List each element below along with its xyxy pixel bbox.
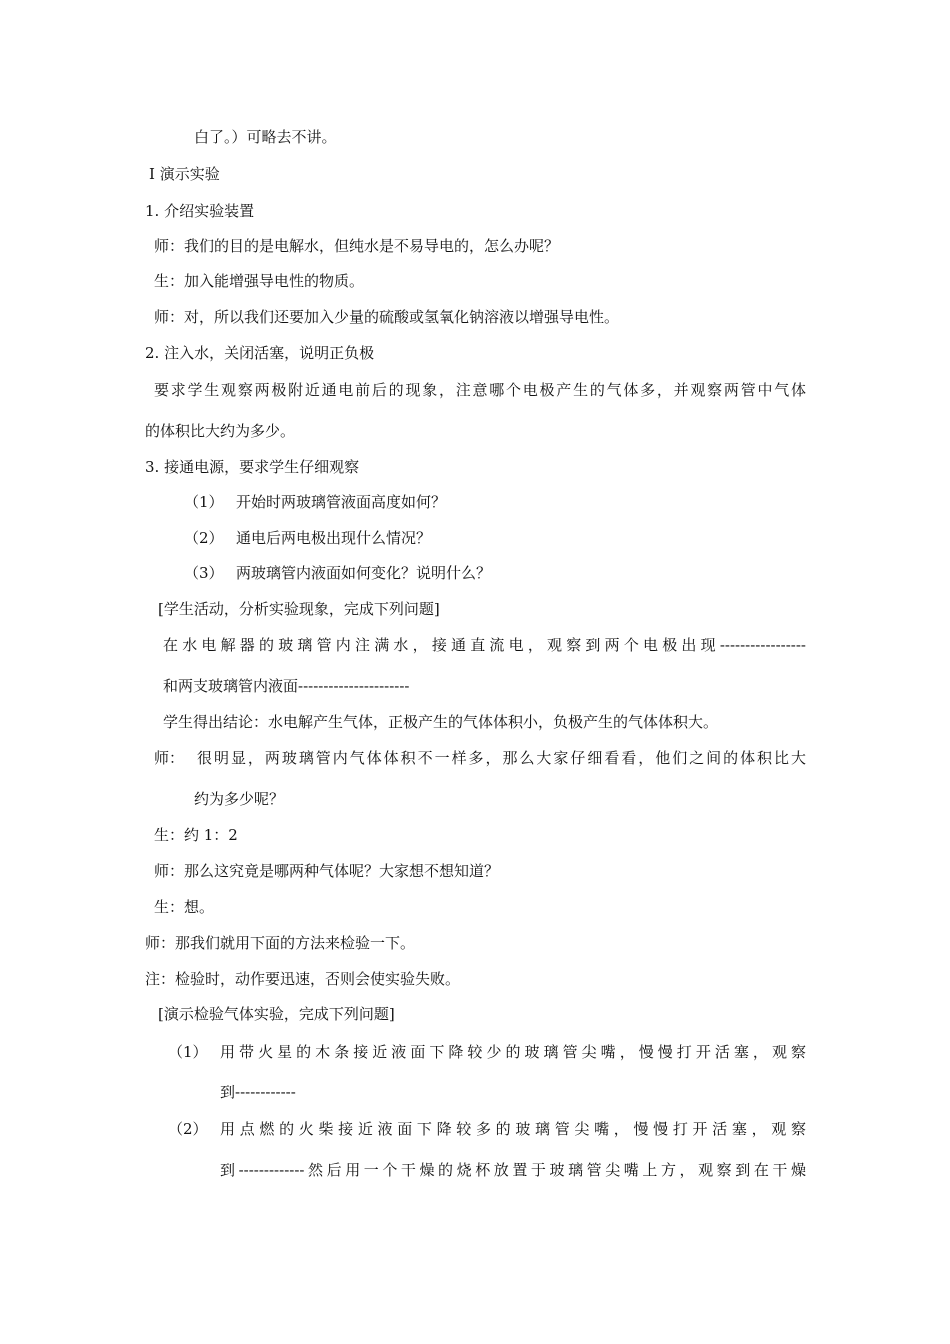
fill-blank-line: 和两支玻璃管内液面---------------------- bbox=[163, 677, 410, 695]
dialogue-line: 师：那我们就用下面的方法来检验一下。 bbox=[145, 934, 416, 952]
step-heading: 1. 介绍实验装置 bbox=[145, 202, 255, 220]
dialogue-line: 生：加入能增强导电性的物质。 bbox=[154, 272, 365, 290]
list-item: 通电后两电极出现什么情况？ bbox=[236, 529, 432, 547]
list-item: 开始时两玻璃管液面高度如何？ bbox=[236, 493, 447, 511]
step-heading: 3. 接通电源，要求学生仔细观察 bbox=[145, 458, 360, 476]
text-line: 的体积比大约为多少。 bbox=[145, 422, 296, 440]
dialogue-line: 生：约 1：2 bbox=[154, 826, 238, 844]
text-line: 要求学生观察两极附近通电前后的现象，注意哪个电极产生的气体多，并观察两管中气体 bbox=[154, 381, 806, 399]
fill-blank-line: 到------------ bbox=[220, 1083, 296, 1101]
fill-blank-line: 到-------------然后用一个干燥的烧杯放置于玻璃管尖嘴上方，观察到在干燥 bbox=[220, 1161, 806, 1179]
list-number: （2） bbox=[184, 529, 224, 547]
text-line: 白了。）可略去不讲。 bbox=[194, 128, 337, 146]
list-number: （1） bbox=[168, 1043, 208, 1061]
fill-blank-line: 在水电解器的玻璃管内注满水，接通直流电，观察到两个电极出现----------------- bbox=[163, 636, 806, 654]
section-heading: Ⅰ 演示实验 bbox=[149, 165, 220, 183]
list-item: 用带火星的木条接近液面下降较少的玻璃管尖嘴，慢慢打开活塞，观察 bbox=[220, 1043, 806, 1061]
dialogue-line: 师：我们的目的是电解水，但纯水是不易导电的，怎么办呢？ bbox=[154, 237, 560, 255]
activity-heading: [学生活动，分析实验现象，完成下列问题] bbox=[158, 600, 440, 618]
list-number: （3） bbox=[184, 564, 224, 582]
activity-heading: [演示检验气体实验，完成下列问题] bbox=[158, 1005, 395, 1023]
list-item: 两玻璃管内液面如何变化？说明什么？ bbox=[236, 564, 492, 582]
list-item: 用点燃的火柴接近液面下降较多的玻璃管尖嘴，慢慢打开活塞，观察 bbox=[220, 1120, 806, 1138]
dialogue-line: 师：那么这究竟是哪两种气体呢？大家想不想知道？ bbox=[154, 862, 500, 880]
dialogue-line: 师：对，所以我们还要加入少量的硫酸或氢氧化钠溶液以增强导电性。 bbox=[154, 308, 620, 326]
dialogue-line: 生：想。 bbox=[154, 898, 215, 916]
list-number: （2） bbox=[168, 1120, 208, 1138]
step-heading: 2. 注入水，关闭活塞，说明正负极 bbox=[145, 344, 375, 362]
dialogue-speaker: 师： bbox=[154, 749, 185, 767]
list-number: （1） bbox=[184, 493, 224, 511]
dialogue-line: 很明显，两玻璃管内气体体积不一样多，那么大家仔细看看，他们之间的体积比大 bbox=[197, 749, 806, 767]
conclusion-line: 学生得出结论：水电解产生气体，正极产生的气体体积小，负极产生的气体体积大。 bbox=[163, 713, 719, 731]
note-line: 注：检验时，动作要迅速，否则会使实验失败。 bbox=[145, 970, 461, 988]
dialogue-line: 约为多少呢？ bbox=[194, 790, 285, 808]
